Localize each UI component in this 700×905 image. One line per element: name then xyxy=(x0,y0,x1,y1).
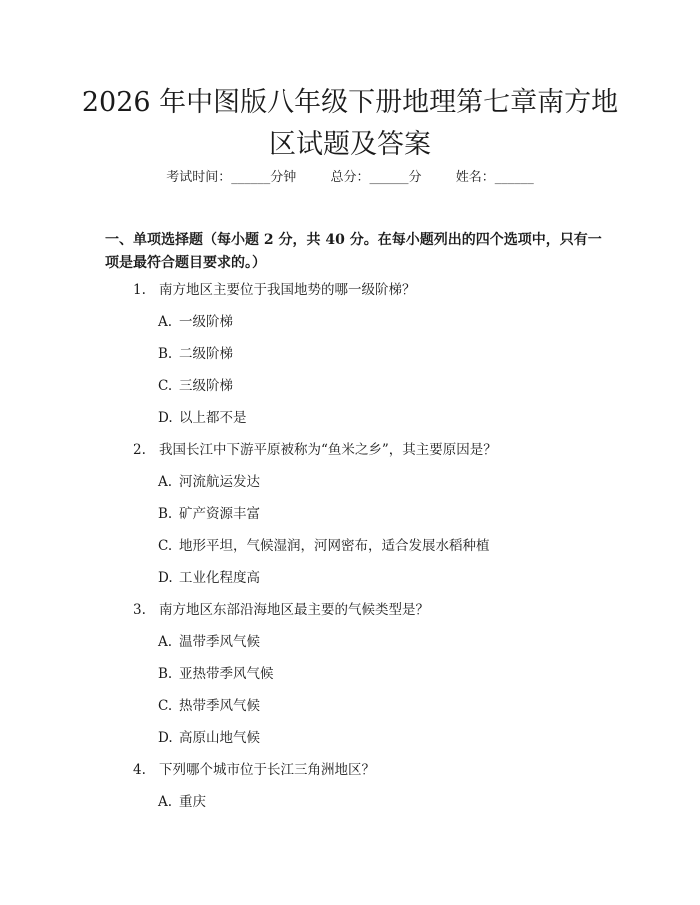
option-letter: D. xyxy=(158,410,173,426)
question-text: 南方地区主要位于我国地势的哪一级阶梯？ xyxy=(159,282,416,298)
question-3-option-a xyxy=(158,632,260,652)
question-text: 我国长江中下游平原被称为“鱼米之乡”，其主要原因是？ xyxy=(159,442,497,458)
option-text: 矿产资源丰富 xyxy=(179,506,260,522)
option-letter: D. xyxy=(158,570,173,586)
question-4-option-a xyxy=(158,792,206,812)
section-heading: 一、单项选择题（每小题 2 分，共 40 分。在每小题列出的四个选项中，只有一项是最符合题目要求的。） xyxy=(105,232,602,271)
option-letter: A. xyxy=(158,314,173,330)
question-2-option-c xyxy=(158,536,490,556)
question-2-option-a xyxy=(158,472,260,492)
student-name-field: 姓名：______ xyxy=(455,170,534,185)
option-text: 二级阶梯 xyxy=(179,346,233,362)
question-2-option-b xyxy=(158,504,260,524)
option-letter: B. xyxy=(158,666,173,682)
question-number: 1. xyxy=(133,282,146,298)
question-2 xyxy=(133,440,497,460)
option-text: 河流航运发达 xyxy=(179,474,260,490)
option-letter: B. xyxy=(158,346,173,362)
question-number: 2. xyxy=(133,442,146,458)
option-letter: B. xyxy=(158,506,173,522)
question-3-option-d xyxy=(158,728,260,748)
question-3-option-c xyxy=(158,696,260,716)
option-text: 温带季风气候 xyxy=(179,634,260,650)
option-text: 热带季风气候 xyxy=(179,698,260,714)
option-text: 重庆 xyxy=(179,794,206,810)
document-title: 2026 年中图版八年级下册地理第七章南方地区试题及答案 xyxy=(81,87,619,160)
option-text: 地形平坦，气候湿润，河网密布，适合发展水稻种植 xyxy=(179,538,490,554)
option-letter: D. xyxy=(158,730,173,746)
question-text: 南方地区东部沿海地区最主要的气候类型是？ xyxy=(159,602,429,618)
question-1 xyxy=(133,280,416,300)
question-text: 下列哪个城市位于长江三角洲地区？ xyxy=(159,762,375,778)
option-letter: C. xyxy=(158,378,173,394)
option-text: 高原山地气候 xyxy=(179,730,260,746)
option-text: 三级阶梯 xyxy=(179,378,233,394)
question-3 xyxy=(133,600,429,620)
option-text: 一级阶梯 xyxy=(179,314,233,330)
exam-time-field: 考试时间：______分钟 xyxy=(166,170,297,185)
question-number: 4. xyxy=(133,762,146,778)
option-letter: C. xyxy=(158,698,173,714)
exam-meta xyxy=(0,168,700,188)
question-2-option-d xyxy=(158,568,260,588)
option-letter: A. xyxy=(158,634,173,650)
question-3-option-b xyxy=(158,664,274,684)
question-1-option-c xyxy=(158,376,233,396)
question-4 xyxy=(133,760,375,780)
question-1-option-a xyxy=(158,312,233,332)
option-letter: A. xyxy=(158,794,173,810)
question-1-option-b xyxy=(158,344,233,364)
option-letter: C. xyxy=(158,538,173,554)
option-text: 工业化程度高 xyxy=(179,570,260,586)
question-number: 3. xyxy=(133,602,146,618)
option-text: 亚热带季风气候 xyxy=(179,666,274,682)
option-text: 以上都不是 xyxy=(179,410,247,426)
total-score-field: 总分：______分 xyxy=(330,170,422,185)
option-letter: A. xyxy=(158,474,173,490)
question-1-option-d xyxy=(158,408,247,428)
